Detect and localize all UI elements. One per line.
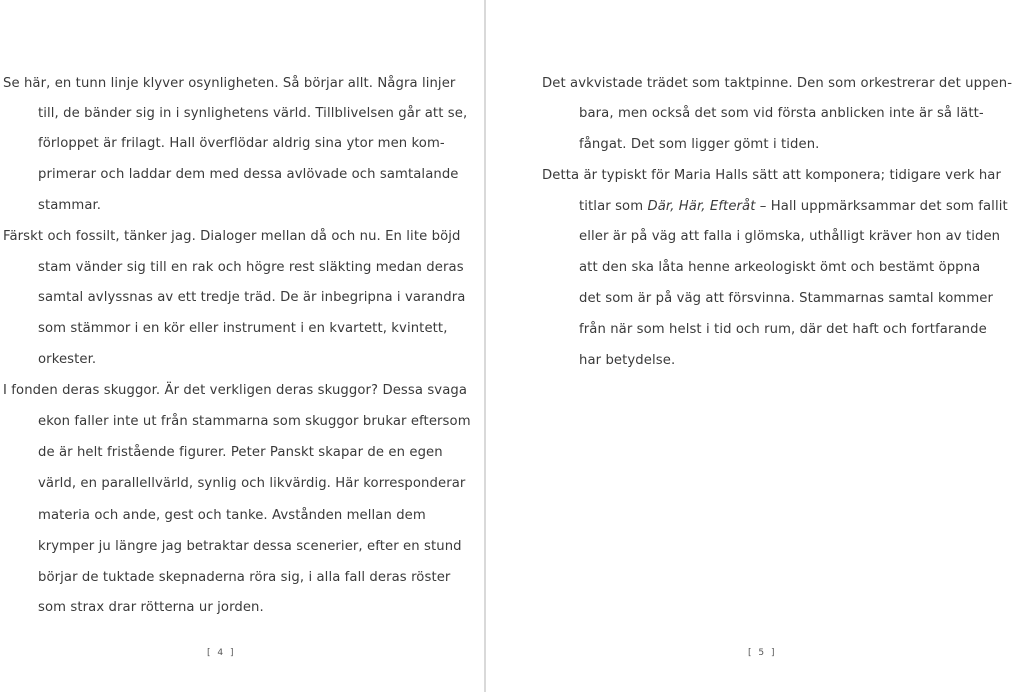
text-line: fångat. Det som ligger gömt i tiden.: [579, 137, 820, 152]
text-line: bara, men också det som vid första anblicken inte är så lätt-: [579, 106, 984, 121]
text-line: ekon faller inte ut från stammarna som skuggor brukar eftersom: [38, 414, 471, 429]
text-line: materia och ande, gest och tanke. Avstånden mellan dem: [38, 508, 426, 523]
text-line: Färskt och fossilt, tänker jag. Dialoger mellan då och nu. En lite böjd: [3, 229, 461, 244]
text-line: det som är på väg att försvinna. Stammarnas samtal kommer: [579, 291, 994, 306]
text-span: – Hall uppmärksammar det som fallit: [755, 199, 1008, 214]
text-line: I fonden deras skuggor. Är det verkligen deras skuggor? Dessa svaga: [3, 383, 468, 398]
text-line: Det avkvistade trädet som taktpinne. Den som orkestrerar det uppen-: [542, 76, 1012, 91]
text-span: titlar som: [579, 199, 648, 214]
italic-titles: Där, Här, Efteråt: [647, 199, 756, 214]
text-line: samtal avlyssnas av ett tredje träd. De är inbegripna i varandra: [38, 290, 466, 305]
text-line: från när som helst i tid och rum, där det haft och fortfarande: [579, 322, 987, 337]
text-line: stam vänder sig till en rak och högre rest släkting medan deras: [38, 260, 464, 275]
text-line: som stämmor i en kör eller instrument i en kvartett, kvintett,: [38, 321, 448, 336]
text-line: Detta är typiskt för Maria Halls sätt att komponera; tidigare verk har: [542, 168, 1002, 183]
text-line: värld, en parallellvärld, synlig och likvärdig. Här korresponderar: [38, 476, 466, 491]
text-line: börjar de tuktade skepnaderna röra sig, i alla fall deras röster: [38, 570, 451, 585]
text-line: eller är på väg att falla i glömska, uthålligt kräver hon av tiden: [579, 229, 1001, 244]
spread-gutter: [484, 0, 486, 692]
text-line: stammar.: [38, 198, 102, 213]
text-line: primerar och laddar dem med dessa avlövade och samtalande: [38, 167, 459, 182]
text-line: krymper ju längre jag betraktar dessa scenerier, efter en stund: [38, 539, 462, 554]
text-line: förloppet är frilagt. Hall överflödar aldrig sina ytor men kom-: [38, 136, 445, 151]
text-line: Se här, en tunn linje klyver osynligheten. Så börjar allt. Några linjer: [3, 76, 456, 91]
text-line-titles: [579, 199, 1008, 215]
text-line: de är helt fristående figurer. Peter Panskt skapar de en egen: [38, 445, 443, 460]
text-line: till, de bänder sig in i synlighetens värld. Tillblivelsen går att se,: [38, 106, 468, 121]
text-line: som strax drar rötterna ur jorden.: [38, 600, 264, 615]
text-line: har betydelse.: [579, 353, 676, 368]
page-number-left: [ 4 ]: [207, 648, 236, 658]
page-number-right: [ 5 ]: [748, 648, 777, 658]
text-line: orkester.: [38, 352, 97, 367]
text-line: att den ska låta henne arkeologiskt ömt och bestämt öppna: [579, 260, 981, 275]
